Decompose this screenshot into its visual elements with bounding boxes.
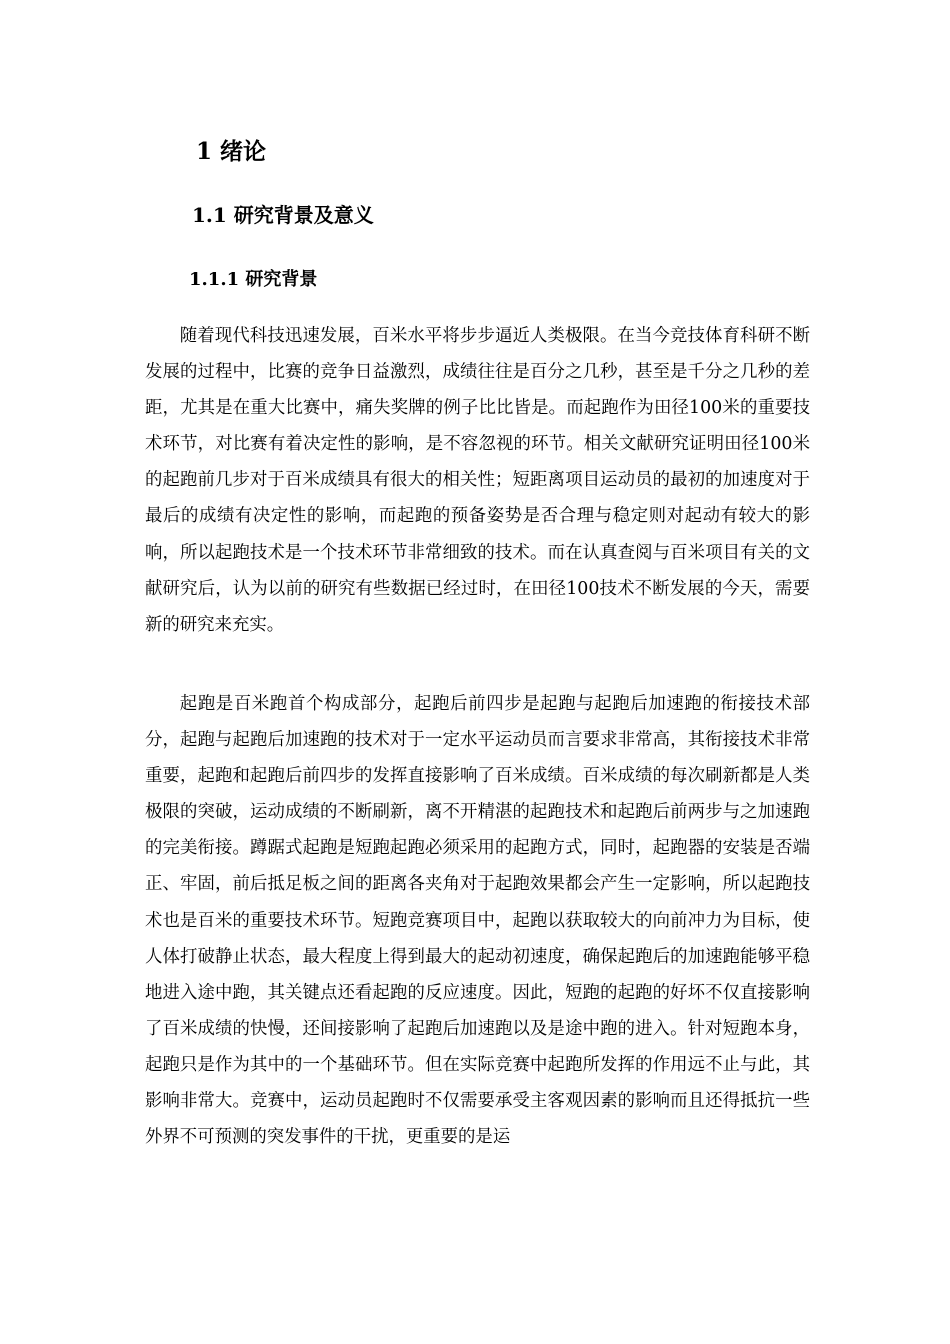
subsection-heading: 1.1.1 研究背景 [189, 269, 318, 290]
body-paragraph: 起跑是百米跑首个构成部分，起跑后前四步是起跑与起跑后加速跑的衔接技术部分，起跑与起跑后加速跑的技术对于一定水平运动员而言要求非常高，其衔接技术非常重要，起跑和起跑后前四步的发挥直接影响了百米成绩。百米成绩的每次刷新都是人类极限的突破，运动成绩的不断刷新，离不开精湛的起跑技术和起跑后前两步与之加速跑的完美衔接。蹲踞式起跑是短跑起跑必须采用的起跑方式，同时，起跑器的安装是否端正、牢固，前后抵足板之间的距离各夹角对于起跑效果都会产生一定影响，所以起跑技术也是百米的重要技术环节。短跑竞赛项目中，起跑以获取较大的向前冲力为目标，使人体打破静止状态，最大程度上得到最大的起动初速度，确保起跑后的加速跑能够平稳地进入途中跑，其关键点还看起跑的反应速度。因此，短跑的起跑的好坏不仅直接影响了百米成绩的快慢，还间接影响了起跑后加速跑以及是途中跑的进入。针对短跑本身，起跑只是作为其中的一个基础环节。但在实际竞赛中起跑所发挥的作用远不止与此，其影响非常大。竞赛中，运动员起跑时不仅需要承受主客观因素的影响而且还得抵抗一些外界不可预测的突发事件的干扰，更重要的是运 [145, 694, 810, 1148]
chapter-heading: 1 绪论 [196, 138, 267, 165]
body-paragraph: 随着现代科技迅速发展，百米水平将步步逼近人类极限。在当今竞技体育科研不断发展的过程中，比赛的竞争日益激烈，成绩往往是百分之几秒，甚至是千分之几秒的差距，尤其是在重大比赛中，痛失奖牌的例子比比皆是。而起跑作为田径100米的重要技术环节，对比赛有着决定性的影响，是不容忽视的环节。相关文献研究证明田径100米的起跑前几步对于百米成绩具有很大的相关性；短距离项目运动员的最初的加速度对于最后的成绩有决定性的影响，而起跑的预备姿势是否合理与稳定则对起动有较大的影响，所以起跑技术是一个技术环节非常细致的技术。而在认真查阅与百米项目有关的文献研究后，认为以前的研究有些数据已经过时，在田径100技术不断发展的今天，需要新的研究来充实。 [145, 326, 810, 635]
section-heading: 1.1 研究背景及意义 [192, 203, 374, 227]
